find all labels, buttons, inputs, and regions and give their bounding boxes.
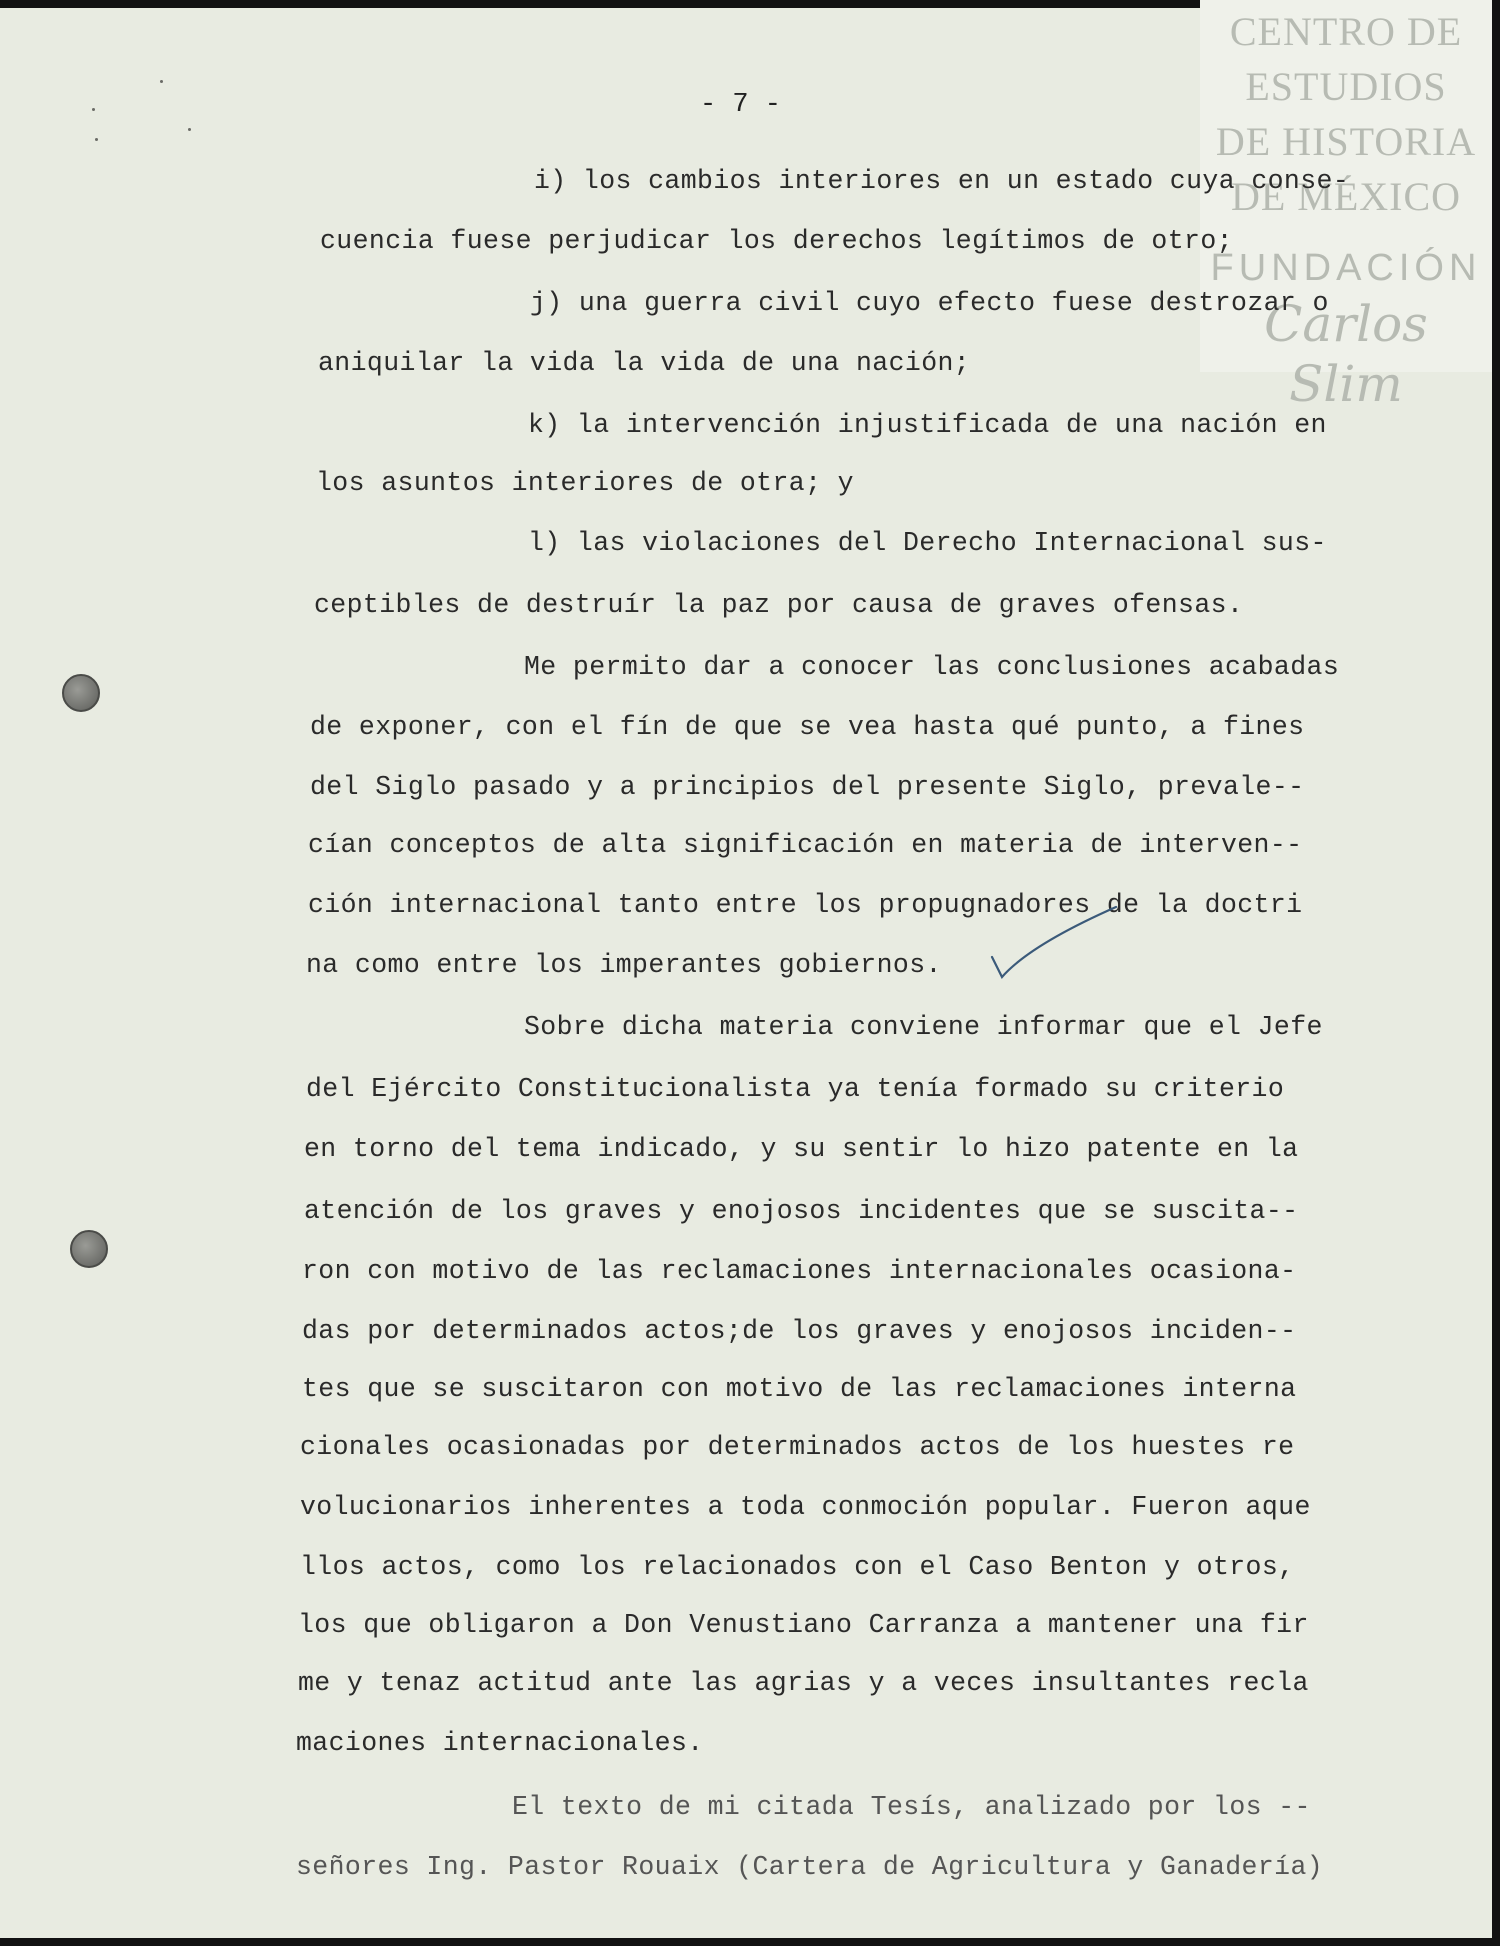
text-line: cían conceptos de alta significación en materia de interven-- [308,830,1303,860]
text-line: El texto de mi citada Tesís, analizado por los -- [512,1792,1311,1822]
text-line: na como entre los imperantes gobiernos. [306,950,942,980]
text-line: en torno del tema indicado, y su sentir lo hizo patente en la [304,1134,1299,1164]
text-line: ceptibles de destruír la paz por causa de graves ofensas. [314,590,1244,620]
text-line: maciones internacionales. [296,1728,704,1758]
handwritten-check-icon [990,905,1120,985]
text-line: Sobre dicha materia conviene informar que el Jefe [524,1012,1323,1042]
text-line: cuencia fuese perjudicar los derechos legítimos de otro; [320,226,1233,256]
watermark-line: DE MÉXICO [1230,174,1462,219]
watermark-line: ESTUDIOS [1245,64,1447,109]
text-line: j) una guerra civil cuyo efecto fuese destrozar o [530,288,1329,318]
text-line: Me permito dar a conocer las conclusiones acabadas [524,652,1340,682]
scan-speck [160,80,163,83]
scan-edge-right [1492,0,1500,1946]
text-line: señores Ing. Pastor Rouaix (Cartera de Agricultura y Ganadería) [296,1852,1324,1882]
text-line: atención de los graves y enojosos incidentes que se suscita-- [304,1196,1299,1226]
page-number: - 7 - [700,90,782,120]
scan-speck [188,128,191,131]
text-line: de exponer, con el fín de que se vea hasta qué punto, a fines [310,712,1305,742]
text-line: das por determinados actos;de los graves y enojosos inciden-- [302,1316,1297,1346]
scan-speck [95,138,98,141]
watermark-signature: Carlos Slim [1264,295,1428,413]
scan-edge-bottom [0,1938,1500,1946]
text-line: ron con motivo de las reclamaciones internacionales ocasiona- [302,1256,1297,1286]
text-line: del Siglo pasado y a principios del presente Siglo, prevale-- [310,772,1305,802]
punch-hole-icon [70,1230,108,1268]
text-line: aniquilar la vida la vida de una nación; [318,348,971,378]
text-line: volucionarios inherentes a toda conmoción popular. Fueron aque [300,1492,1311,1522]
text-line: k) la intervención injustificada de una nación en [528,410,1327,440]
text-line: tes que se suscitaron con motivo de las reclamaciones interna [302,1374,1297,1404]
text-line: i) los cambios interiores en un estado cuya conse- [534,166,1350,196]
text-line: me y tenaz actitud ante las agrias y a veces insultantes recla [298,1668,1309,1698]
watermark-line: CENTRO DE [1229,9,1463,54]
watermark-fundacion: FUNDACIÓN [1210,247,1482,289]
text-line: los que obligaron a Don Venustiano Carranza a mantener una fir [298,1610,1309,1640]
text-line: llos actos, como los relacionados con el Caso Benton y otros, [300,1552,1295,1582]
watermark-line: DE HISTORIA [1215,119,1477,164]
text-line: cionales ocasionadas por determinados actos de los huestes re [300,1432,1295,1462]
text-line: ción internacional tanto entre los propugnadores de la doctri [308,890,1303,920]
punch-hole-icon [62,674,100,712]
scan-speck [92,108,95,111]
text-line: los asuntos interiores de otra; y [316,468,854,498]
text-line: l) las violaciones del Derecho Internacional sus- [528,528,1327,558]
text-line: del Ejército Constitucionalista ya tenía formado su criterio [306,1074,1285,1104]
